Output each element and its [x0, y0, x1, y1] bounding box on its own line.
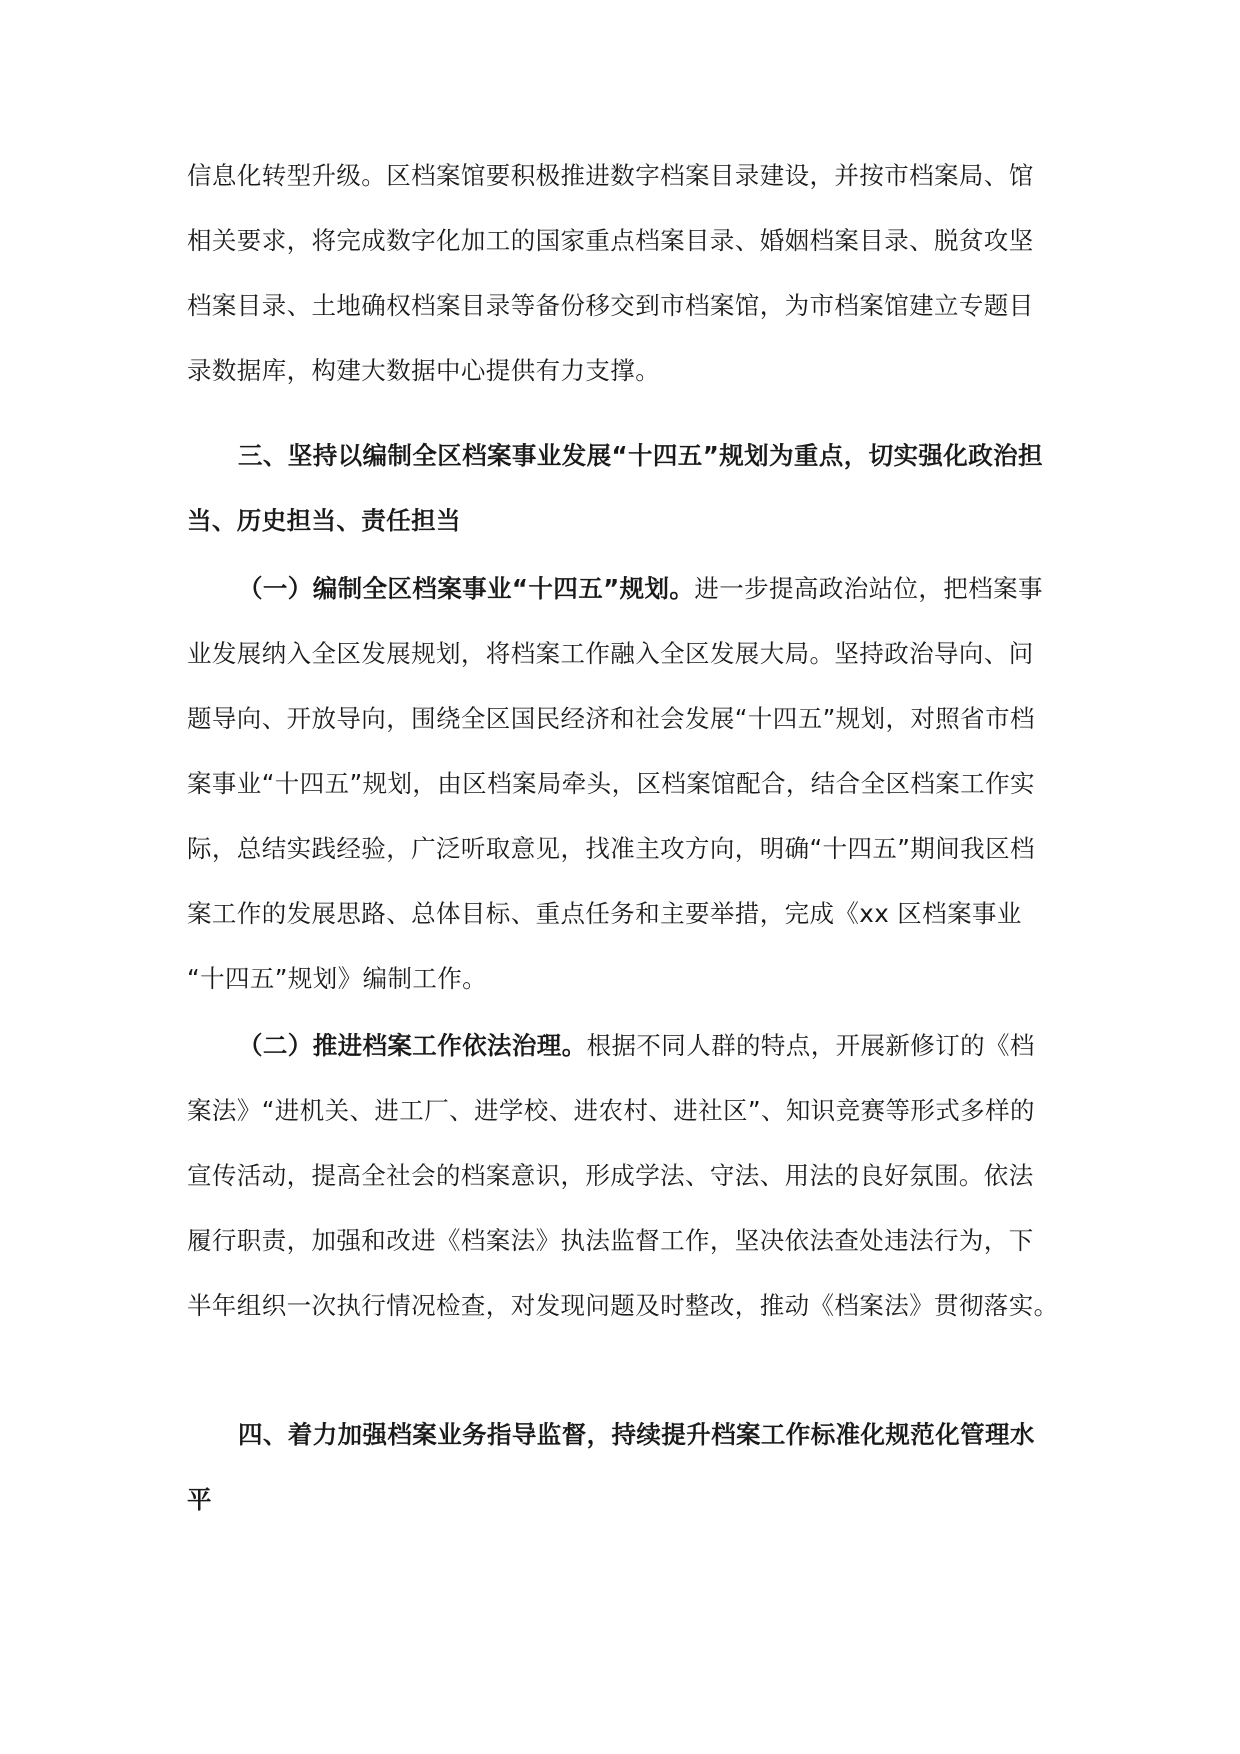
text-line: 半年组织一次执行情况检查，对发现问题及时整改，推动《档案法》贯彻落实。 [187, 1291, 1059, 1320]
section-heading-3 [187, 423, 1053, 553]
text-line: 宣传活动，提高全社会的档案意识，形成学法、守法、用法的良好氛围。依法 [187, 1161, 1034, 1190]
section-heading-4 [187, 1402, 1053, 1532]
heading-line: 四、着力加强档案业务指导监督，持续提升档案工作标准化规范化管理水 [238, 1420, 1035, 1449]
subsection-3-1 [187, 556, 1053, 1011]
text-line: 案工作的发展思路、总体目标、重点任务和主要举措，完成《xx 区档案事业 [187, 899, 1022, 928]
text-fragment: 进一步提高政治站位，把档案事 [694, 574, 1043, 603]
text-line: 档案目录、土地确权档案目录等备份移交到市档案馆，为市档案馆建立专题目 [187, 291, 1034, 320]
text-line [187, 556, 1053, 621]
heading-line: 三、坚持以编制全区档案事业发展“十四五”规划为重点，切实强化政治担 [238, 441, 1043, 470]
text-line: 业发展纳入全区发展规划，将档案工作融入全区发展大局。坚持政治导向、问 [187, 639, 1034, 668]
text-line: 信息化转型升级。区档案馆要积极推进数字档案目录建设，并按市档案局、馆 [187, 161, 1034, 190]
text-line [187, 1013, 1053, 1078]
heading-line: 平 [187, 1485, 212, 1514]
text-fragment: 根据不同人群的特点，开展新修订的《档 [586, 1031, 1035, 1060]
text-line: 录数据库，构建大数据中心提供有力支撑。 [187, 356, 661, 385]
subsection-title: （一）编制全区档案事业“十四五”规划。 [238, 574, 695, 603]
text-line: 相关要求，将完成数字化加工的国家重点档案目录、婚姻档案目录、脱贫攻坚 [187, 226, 1034, 255]
text-line: 案事业“十四五”规划，由区档案局牵头，区档案馆配合，结合全区档案工作实 [187, 769, 1035, 798]
text-line: 案法》“进机关、进工厂、进学校、进农村、进社区”、知识竞赛等形式多样的 [187, 1096, 1035, 1125]
heading-line: 当、历史担当、责任担当 [187, 506, 461, 535]
text-line: 题导向、开放导向，围绕全区国民经济和社会发展“十四五”规划，对照省市档 [187, 704, 1035, 733]
text-line: 际，总结实践经验，广泛听取意见，找准主攻方向，明确“十四五”期间我区档 [187, 834, 1035, 863]
subsection-3-2 [187, 1013, 1059, 1338]
paragraph-continuation [187, 143, 1053, 403]
text-line: 履行职责，加强和改进《档案法》执法监督工作，坚决依法查处违法行为，下 [187, 1226, 1034, 1255]
text-line: “十四五”规划》编制工作。 [187, 964, 488, 993]
subsection-title: （二）推进档案工作依法治理。 [238, 1031, 587, 1060]
